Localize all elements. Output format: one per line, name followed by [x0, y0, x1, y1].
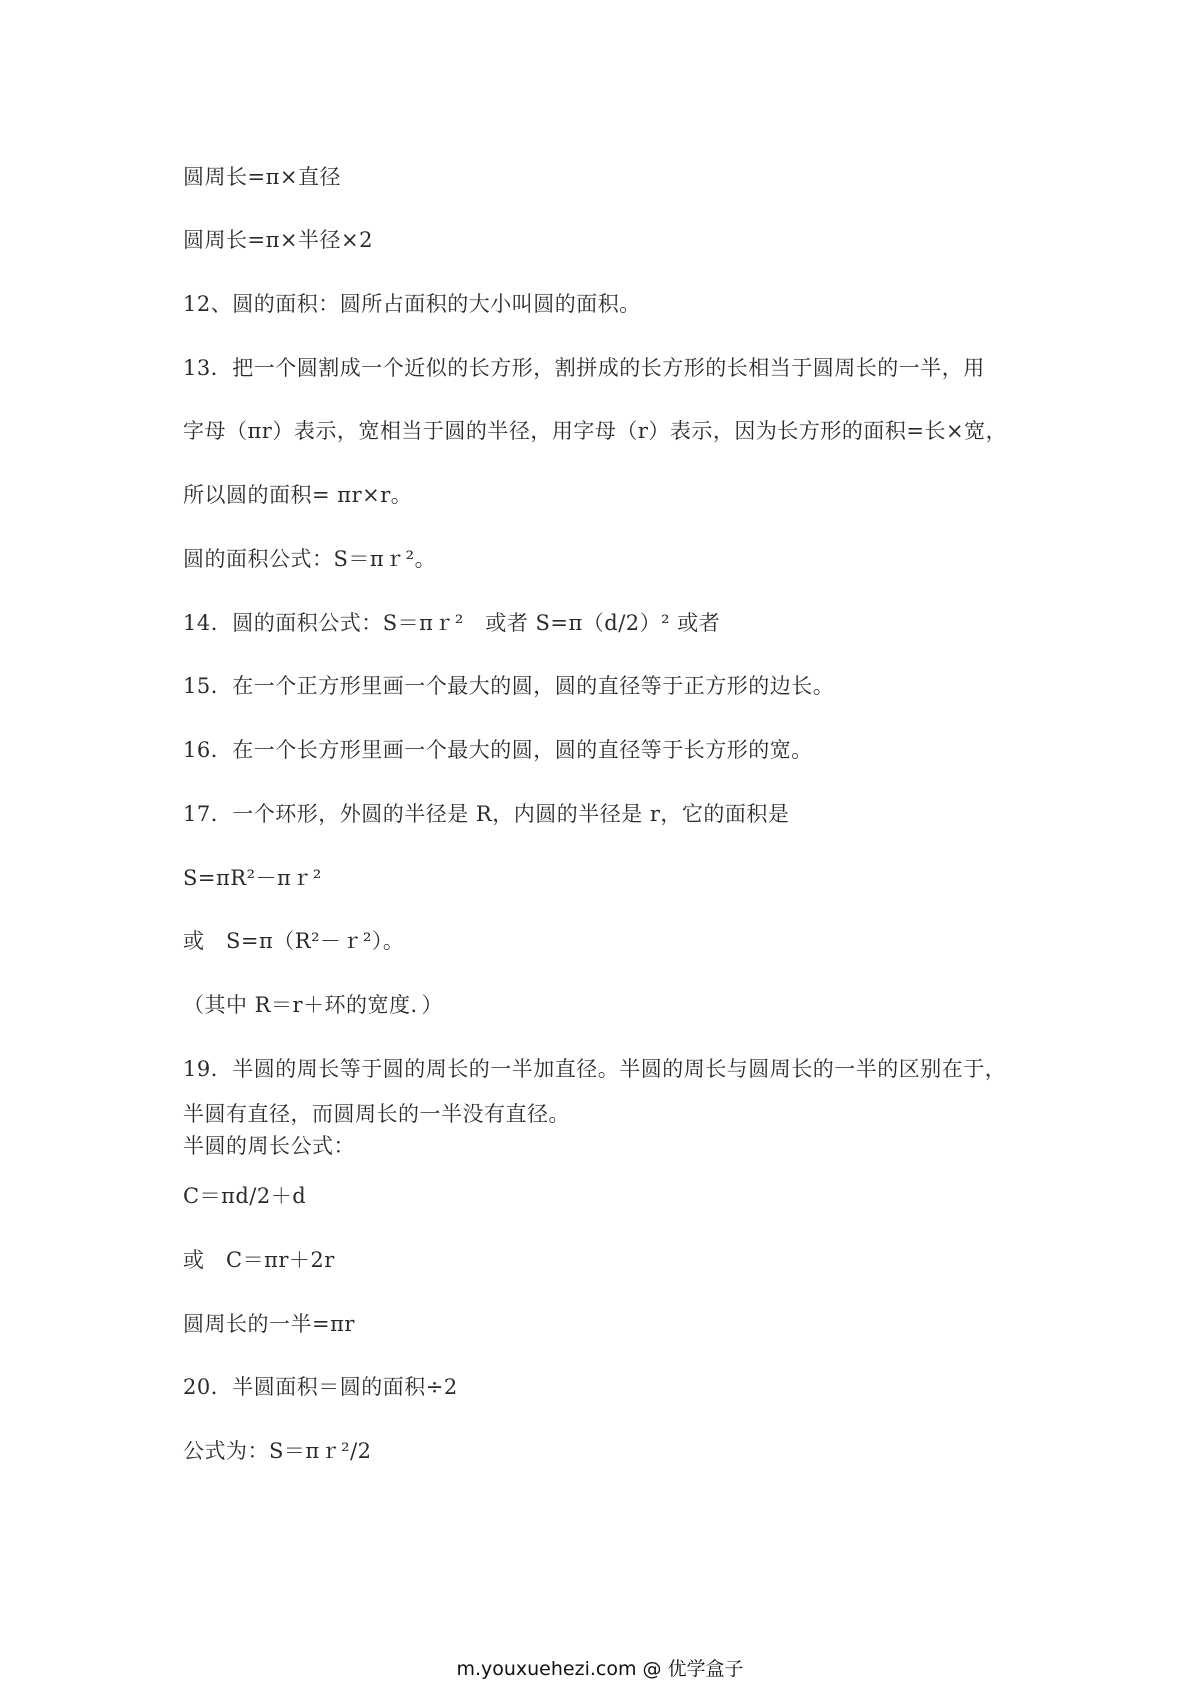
- text-line: 圆周长=π×直径: [183, 165, 341, 189]
- text-line: 字母（πr）表示，宽相当于圆的半径，用字母（r）表示，因为长方形的面积=长×宽，: [183, 419, 1008, 443]
- text-line: 或 S=π（R²－ｒ²）。: [183, 929, 405, 953]
- text-line: 15．在一个正方形里画一个最大的圆，圆的直径等于正方形的边长。: [183, 674, 835, 698]
- text-line: 16．在一个长方形里画一个最大的圆，圆的直径等于长方形的宽。: [183, 738, 813, 762]
- text-line: 圆的面积公式：S＝πｒ²。: [183, 547, 437, 571]
- text-line: 圆周长的一半=πr: [183, 1312, 355, 1336]
- text-line: 所以圆的面积= πr×r。: [183, 483, 413, 507]
- text-line: 20．半圆面积＝圆的面积÷2: [183, 1375, 458, 1399]
- text-line: 半圆有直径，而圆周长的一半没有直径。: [183, 1102, 570, 1126]
- text-line: 19．半圆的周长等于圆的周长的一半加直径。半圆的周长与圆周长的一半的区别在于，: [183, 1057, 1007, 1081]
- text-line: 公式为：S＝πｒ²/2: [183, 1439, 372, 1463]
- text-line: 14．圆的面积公式：S＝πｒ² 或者 S=π（d/2）² 或者: [183, 611, 721, 635]
- text-line: （其中 R＝r＋环的宽度．）: [183, 993, 444, 1017]
- text-line: 13．把一个圆割成一个近似的长方形，割拼成的长方形的长相当于圆周长的一半，用: [183, 356, 985, 380]
- text-line: 或 C＝πr＋2r: [183, 1248, 335, 1272]
- text-line: 17．一个环形，外圆的半径是 R，内圆的半径是 r，它的面积是: [183, 802, 790, 826]
- text-line: 半圆的周长公式：: [183, 1134, 355, 1158]
- text-line: S=πR²－πｒ²: [183, 866, 322, 890]
- text-line: C＝πd/2＋d: [183, 1184, 307, 1208]
- text-line: 12、圆的面积：圆所占面积的大小叫圆的面积。: [183, 292, 641, 316]
- footer-watermark: m.youxuehezi.com @ 优学盒子: [456, 1658, 744, 1680]
- text-line: 圆周长=π×半径×2: [183, 228, 373, 252]
